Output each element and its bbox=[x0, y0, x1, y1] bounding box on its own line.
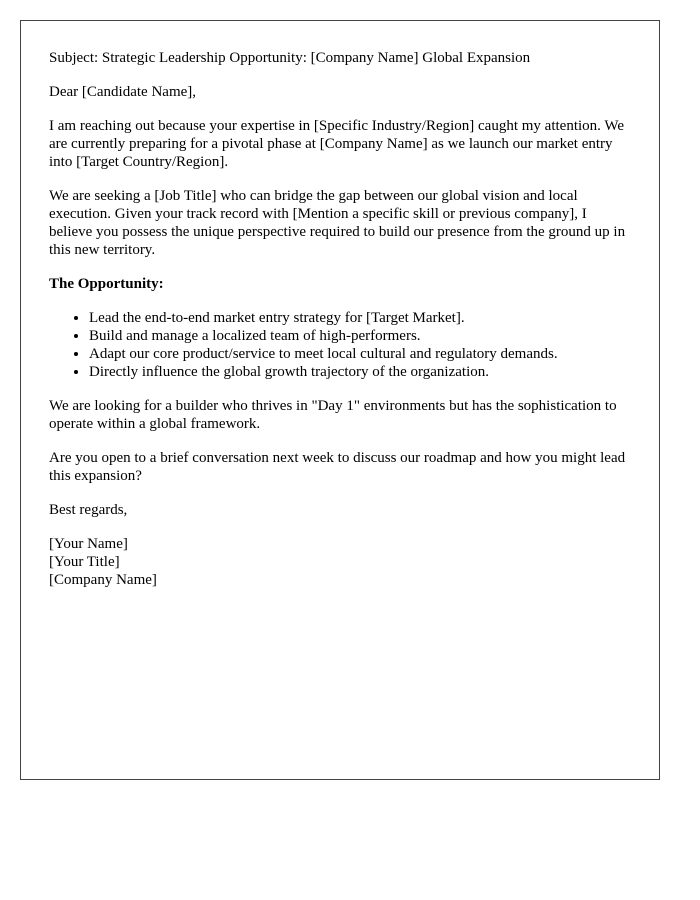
letter-signoff: Best regards, bbox=[49, 502, 128, 518]
signature-title: [Your Title] bbox=[49, 554, 120, 570]
letter-paragraph-intro: I am reaching out because your expertise in [Specific Industry/Region] caught my attention. We are currently preparing for a pivotal phase at [Company Name] as we launch our market entry into [Target Country/Region]. bbox=[49, 118, 625, 170]
letter-subject: Subject: Strategic Leadership Opportunity: [Company Name] Global Expansion bbox=[49, 50, 531, 66]
letter-paragraph-builder: We are looking for a builder who thrives in "Day 1" environments but has the sophistication to operate within a global framework. bbox=[49, 398, 617, 432]
signature-name: [Your Name] bbox=[49, 536, 128, 552]
letter-paragraph-call-to-action: Are you open to a brief conversation next week to discuss our roadmap and how you might lead this expansion? bbox=[49, 450, 626, 484]
opportunity-list bbox=[49, 309, 631, 381]
letter-greeting: Dear [Candidate Name], bbox=[49, 84, 197, 100]
opportunity-item: • Adapt our core product/service to meet local cultural and regulatory demands. bbox=[89, 345, 631, 363]
opportunity-item: • Directly influence the global growth trajectory of the organization. bbox=[89, 363, 631, 381]
letter-document bbox=[20, 20, 660, 780]
opportunity-item: • Build and manage a localized team of high-performers. bbox=[89, 327, 631, 345]
opportunity-item: • Lead the end-to-end market entry strategy for [Target Market]. bbox=[89, 309, 631, 327]
signature-block bbox=[49, 535, 631, 589]
letter-paragraph-role: We are seeking a [Job Title] who can bridge the gap between our global vision and local execution. Given your track record with [Mention a specific skill or previous company], I believe you possess the unique perspective required to build our presence from the ground up in this new territory. bbox=[49, 188, 626, 258]
signature-company: [Company Name] bbox=[49, 572, 157, 588]
opportunity-heading: The Opportunity: bbox=[49, 276, 164, 292]
